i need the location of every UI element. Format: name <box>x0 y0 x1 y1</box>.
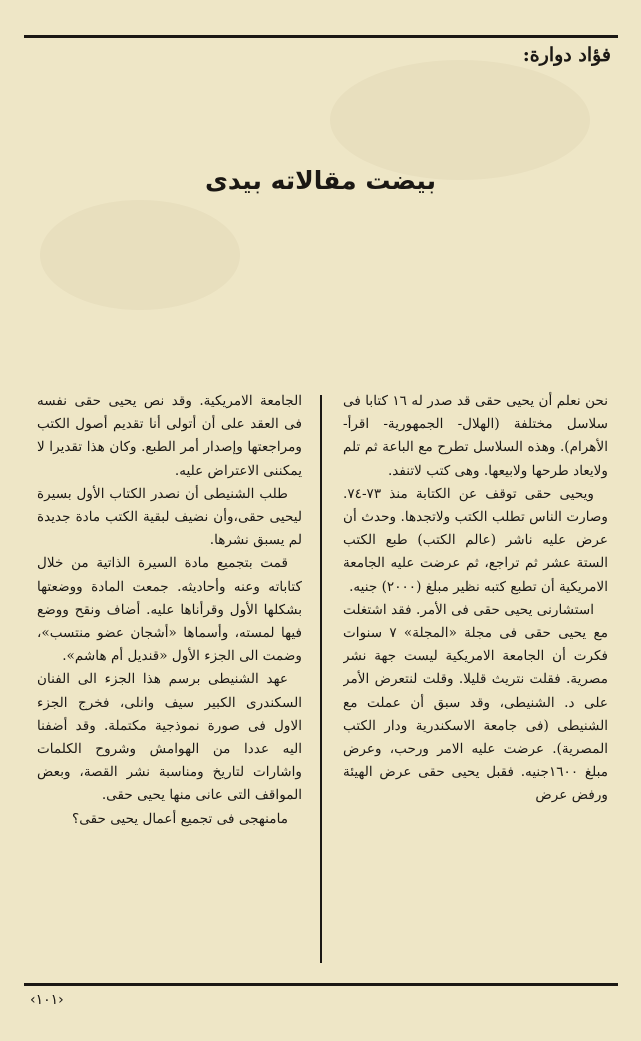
paragraph: قمت بتجميع مادة السيرة الذاتية من خلال كتاباته وعنه وأحاديثه. جمعت المادة ووضعتها بشكلها الأول وقرأناها عليه. أضاف ونقح ووضع فيها لمسته، وأسماها «أشجان عضو منتسب»، وضمت الى الجزء الأول «قنديل أم هاشم». <box>37 555 302 665</box>
paragraph: الجامعة الامريكية. وقد نص يحيى حقى نفسه فى العقد على أن أتولى أنا تقديم أصول الكتب ومراجعتها وإصدار أمر الطبع. وكان هذا تقديرا لا يمكننى الاعتراض عليه. <box>37 393 302 479</box>
column-divider <box>320 395 322 963</box>
top-rule <box>24 35 618 38</box>
article-column-left <box>37 390 302 965</box>
paragraph: مامنهجى فى تجميع أعمال يحيى حقى؟ <box>72 810 288 827</box>
article-headline: بيضت مقالاته بيدى <box>204 166 437 195</box>
page-smudge <box>330 60 590 180</box>
page-smudge <box>40 200 240 310</box>
author-name: فؤاد دوارة: <box>522 44 611 66</box>
paragraph: طلب الشنيطى أن نصدر الكتاب الأول بسيرة ليحيى حقى،وأن نضيف لبقية الكتب مادة جديدة لم يسبق نشرها. <box>37 485 302 549</box>
paragraph: استشارنى يحيى حقى فى الأمر. فقد اشتغلت مع يحيى حقى فى مجلة «المجلة» ٧ سنوات فكرت أن الجامعة الامريكية ليست جهة نشر مصرية. فقلت نتريث قليلا. وقلت لنتعرض الأمر على د. الشنيطى، وقد سبق أن عملت مع الشنيطى (فى جامعة الاسكندرية ودار الكتب المصرية). عرضت عليه الامر ورحب، وعرض مبلغ ١٦٠٠جنيه. فقبل يحيى حقى عرض الهيئة ورفض عرض <box>343 601 608 804</box>
bottom-rule <box>24 983 618 986</box>
paragraph: ويحيى حقى توقف عن الكتابة منذ ٧٣-٧٤. وصارت الناس تطلب الكتب ولاتجدها. وحدث أن عرض عليه ناشر (عالم الكتب) طبع الكتب الستة عشر ثم تراجع، ثم عرضت عليه الجامعة الامريكية أن تطبع كتبه نظير مبلغ (٢٠٠٠) جنيه. <box>343 485 608 595</box>
paragraph: نحن نعلم أن يحيى حقى قد صدر له ١٦ كتابا فى سلاسل مختلفة (الهلال- الجمهورية- اقرأ- الأهرام). وهذه السلاسل تطرح مع الباعة ثم تلم ولايعاد طرحها ولابيعها. وهى كتب لاتنفد. <box>343 393 608 479</box>
paragraph: عهد الشنيطى برسم هذا الجزء الى الفنان السكندرى الكبير سيف وانلى، فخرج الجزء الاول فى صورة نموذجية مكتملة. وقد أضفنا اليه عددا من الهوامش وشروح الكلمات واشارات لتاريخ ومناسبة نشر القصة، وبعض المواقف التى عانى منها يحيى حقى. <box>37 671 302 804</box>
article-column-right <box>343 390 608 965</box>
page-number: ‹١٠١› <box>30 992 64 1008</box>
